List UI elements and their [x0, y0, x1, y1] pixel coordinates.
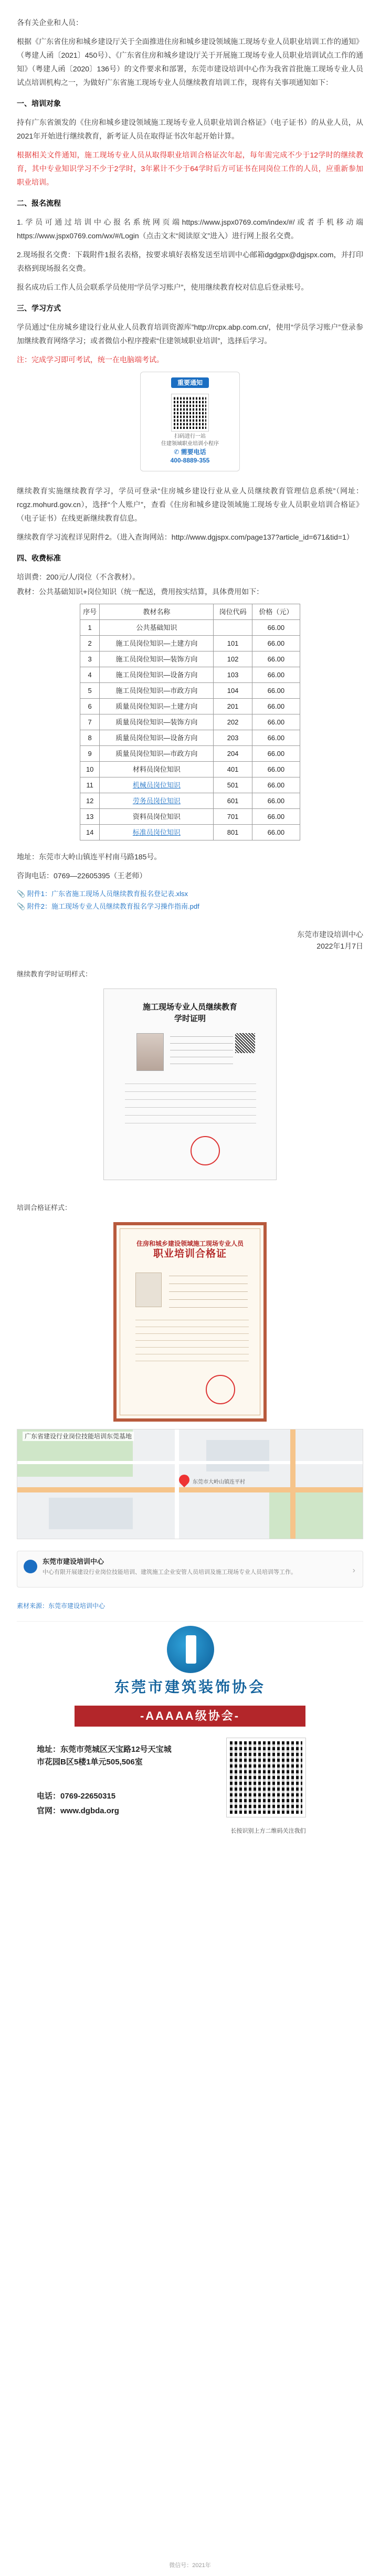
section-2-p1: 1.学员可通过培训中心报名系统网页端https://www.jspx0769.com/index/#/或者手机移动端https://www.jspx0769.com/wx/#/Login（点击文末“阅读原文”进入）进行网上报名交费。 — [17, 218, 363, 240]
section-4-p1: 培训费：200元/人/岗位（不含教材）。 — [17, 573, 140, 581]
row-price: 66.00 — [252, 746, 300, 762]
fee-table-header-row — [80, 604, 300, 620]
row-price: 66.00 — [252, 809, 300, 825]
association-web: 官网：www.dgbda.org — [37, 1806, 119, 1815]
row-book: 机械员岗位知识 — [100, 777, 214, 793]
source-note[interactable]: 素材来源：东莞市建设培训中心 — [17, 1602, 105, 1610]
seal-icon — [191, 1136, 220, 1165]
fee-table-row — [80, 651, 300, 667]
notice-tel-label: ✆ 需要电话 — [174, 448, 206, 456]
association-tel: 电话：0769-22650315 — [37, 1792, 116, 1801]
notice-sub-1: 扫码进行一站 — [174, 434, 206, 439]
cert-1-title-line1: 施工现场专业人员继续教育 — [142, 1003, 237, 1012]
row-price: 66.00 — [252, 683, 300, 699]
row-code: 203 — [214, 730, 252, 746]
row-book: 质量员岗位知识—土建方向 — [100, 699, 214, 714]
row-no: 4 — [80, 667, 100, 683]
row-code: 204 — [214, 746, 252, 762]
fee-table-row — [80, 620, 300, 636]
fee-table-row — [80, 714, 300, 730]
map-pin-icon — [177, 1473, 192, 1487]
row-book: 材料员岗位知识 — [100, 762, 214, 777]
photo-placeholder — [135, 1273, 162, 1307]
row-no: 8 — [80, 730, 100, 746]
cert-2-title-1: 住房和城乡建设领域施工现场专业人员 — [136, 1240, 244, 1247]
cert-2-body-lines — [135, 1320, 249, 1368]
row-price: 66.00 — [252, 636, 300, 651]
section-3-p2: 继续教育实施继续教育学习，学员可登录“住房城乡建设行业从业人员继续教育管理信息系统”（网址：rcgz.mohurd.gov.cn），选择“个人账户”，查看《住房和城乡建设领域施工现场专业人员职业培训合格证》（电子证书）在线更新继续教育信息。 — [17, 487, 363, 522]
row-book: 公共基础知识 — [100, 620, 214, 636]
association-banner — [17, 1621, 363, 1848]
map-label: 东莞市大岭山镇连平村 — [193, 1479, 245, 1485]
row-no: 14 — [80, 825, 100, 840]
fee-table-row — [80, 667, 300, 683]
row-code: 201 — [214, 699, 252, 714]
header-no: 序号 — [80, 604, 100, 620]
fee-table-row — [80, 825, 300, 840]
notice-tel: 400-8889-355 — [170, 457, 210, 464]
row-code: 104 — [214, 683, 252, 699]
account-share-card[interactable] — [17, 1551, 363, 1587]
notice-header: 重要通知 — [171, 377, 209, 388]
row-price: 66.00 — [252, 762, 300, 777]
footer-watermark: 微信号：2021年 — [169, 2562, 211, 2569]
row-book: 劳务员岗位知识 — [100, 793, 214, 809]
qr-caption: 长按识别上方二维码关注我们 — [230, 1828, 306, 1834]
cert-1-title — [104, 1002, 276, 1025]
section-2-p2: 2.现场报名交费：下载附件1报名表格，按要求填好表格发送至培训中心邮箱dgdgpx@dgjspx.com，并打印表格到现场报名交费。 — [17, 250, 363, 272]
row-code: 701 — [214, 809, 252, 825]
association-name: 东莞市建筑装饰协会 — [114, 1679, 266, 1695]
row-book: 施工员岗位知识—装饰方向 — [100, 651, 214, 667]
cert-1-body-lines — [125, 1084, 256, 1131]
map-title: 广东省建设行业岗位技能培训东莞基地 — [23, 1432, 134, 1441]
association-address: 地址：东莞市莞城区天宝路12号天宝城市花园B区5楼1单元505,506室 — [37, 1745, 172, 1767]
section-2-title: 二、报名流程 — [17, 199, 61, 207]
cert-2-info-lines — [169, 1276, 248, 1315]
qr-code-icon — [172, 394, 208, 431]
section-1-red-note: 根据相关文件通知，施工现场专业人员从取得职业培训合格证次年起，每年需完成不少于12学时的继续教育，其中专业知识学习不少于2学时，3年累计不少于64学时后方可证书在同岗位工作的人员，应重新参加职业培训。 — [17, 151, 363, 186]
fee-table-row — [80, 809, 300, 825]
fee-table-row — [80, 746, 300, 762]
row-price: 66.00 — [252, 730, 300, 746]
signature — [17, 929, 363, 952]
section-4-title: 四、收费标准 — [17, 554, 61, 562]
row-no: 1 — [80, 620, 100, 636]
row-code: 401 — [214, 762, 252, 777]
row-code: 801 — [214, 825, 252, 840]
sign-org: 东莞市建设培训中心 — [297, 930, 363, 939]
account-logo-icon — [24, 1560, 37, 1573]
row-price: 66.00 — [252, 714, 300, 730]
phone: 咨询电话：0769—22605395（王老师） — [17, 871, 147, 880]
fee-table-row — [80, 699, 300, 714]
fee-table-row — [80, 762, 300, 777]
row-price: 66.00 — [252, 667, 300, 683]
row-price: 66.00 — [252, 777, 300, 793]
association-grade: -AAAAA级协会- — [75, 1706, 305, 1727]
row-price: 66.00 — [252, 620, 300, 636]
row-no: 9 — [80, 746, 100, 762]
section-4-p2: 教材：公共基础知识+岗位知识（统一配送，费用按实结算，具体费用如下： — [17, 587, 264, 596]
section-3-p3: 继续教育学习流程详见附件2。（进入查询网站：http://www.dgjspx.com/page137?article_id=671&tid=1） — [17, 533, 354, 541]
row-no: 12 — [80, 793, 100, 809]
seal-icon — [206, 1375, 235, 1404]
row-code: 202 — [214, 714, 252, 730]
section-3-p1: 学员通过“住房城乡建设行业从业人员教育培训资源库”http://rcpx.abp.com.cn/，使用“学员学习账户”登录参加继续教育网络学习；或者微信小程序搜索“住建领域职业培训”，选择后学习。 — [17, 323, 363, 345]
row-code: 101 — [214, 636, 252, 651]
training-certificate-image — [113, 1222, 267, 1422]
row-book: 施工员岗位知识—市政方向 — [100, 683, 214, 699]
row-book: 施工员岗位知识—土建方向 — [100, 636, 214, 651]
row-no: 10 — [80, 762, 100, 777]
row-book: 资料员岗位知识 — [100, 809, 214, 825]
fee-table-row — [80, 777, 300, 793]
fee-table-row — [80, 636, 300, 651]
row-book: 质量员岗位知识—设备方向 — [100, 730, 214, 746]
location-map[interactable] — [17, 1429, 363, 1539]
row-no: 13 — [80, 809, 100, 825]
notice-sub-2: 住建领域职业培训小程序 — [161, 441, 219, 447]
row-book: 施工员岗位知识—设备方向 — [100, 667, 214, 683]
article — [17, 16, 363, 1848]
qr-code-icon — [235, 1033, 255, 1053]
row-code: 601 — [214, 793, 252, 809]
address: 地址：东莞市大岭山镇连平村南马路185号。 — [17, 853, 162, 861]
row-price: 66.00 — [252, 651, 300, 667]
section-2-p3: 报名成功后工作人员会联系学员使用“学员学习账户”，使用继续教育校对信息后登录账号。 — [17, 283, 309, 291]
photo-placeholder — [136, 1033, 164, 1071]
row-book: 质量员岗位知识—装饰方向 — [100, 714, 214, 730]
row-no: 11 — [80, 777, 100, 793]
association-logo-icon — [167, 1626, 214, 1673]
fee-table-row — [80, 730, 300, 746]
row-price: 66.00 — [252, 699, 300, 714]
header-code: 岗位代码 — [214, 604, 252, 620]
row-no: 3 — [80, 651, 100, 667]
chevron-right-icon: › — [352, 1566, 355, 1575]
account-name: 东莞市建设培训中心 — [43, 1558, 104, 1565]
section-1-text: 持有广东省颁发的《住房和城乡建设领域施工现场专业人员职业培训合格证》（电子证书）的从业人员，从2021年开始进行继续教育，新考证人员在取得证书次年起开始计算。 — [17, 118, 363, 140]
fee-table-row — [80, 793, 300, 809]
row-book: 质量员岗位知识—市政方向 — [100, 746, 214, 762]
header-book: 教材名称 — [100, 604, 214, 620]
section-3-red-note: 注：完成学习即可考试，统一在电脑端考试。 — [17, 355, 164, 364]
cert-1-caption: 继续教育学时证明样式： — [17, 970, 92, 978]
section-1-title: 一、培训对象 — [17, 99, 61, 108]
row-price: 66.00 — [252, 825, 300, 840]
cert-2-caption: 培训合格证样式： — [17, 1204, 72, 1212]
attachment-1-link[interactable]: 📎 附件1：广东省施工现场人员继续教育报名登记表.xlsx — [17, 890, 188, 898]
header-price: 价格（元） — [252, 604, 300, 620]
row-code: 102 — [214, 651, 252, 667]
important-notice-card — [140, 372, 240, 471]
cert-1-title-line2: 学时证明 — [174, 1014, 206, 1023]
row-no: 2 — [80, 636, 100, 651]
sign-date: 2022年1月7日 — [316, 942, 363, 950]
row-no: 7 — [80, 714, 100, 730]
row-code: 103 — [214, 667, 252, 683]
account-desc: 中心有限开展建设行业岗位技能培训、建筑施工企业安管人员培训及施工现场专业人员培训等工作。 — [43, 1569, 297, 1575]
fee-table-row — [80, 683, 300, 699]
study-hour-certificate-image — [103, 989, 277, 1180]
row-no: 5 — [80, 683, 100, 699]
fee-table — [80, 604, 300, 840]
intro: 根据《广东省住房和城乡建设厅关于全面推进住房和城乡建设领域施工现场专业人员职业培训工作的通知》（粤建人函〔2021〕450号）、《广东省住房和城乡建设厅关于开展施工现场专业人员职业培训试点工作的通知》（粤建人函〔2020〕136号）的文件要求和部署，东莞市建设培训中心作为我省首批施工现场专业人员试点培训机构之一，为做好广东省施工现场专业人员继续教育培训工作，现将有关事项通知如下： — [17, 37, 363, 87]
row-no: 6 — [80, 699, 100, 714]
qr-code-icon — [227, 1738, 305, 1817]
cert-2-title-2: 职业培训合格证 — [153, 1248, 227, 1259]
row-book: 标准员岗位知识 — [100, 825, 214, 840]
row-price: 66.00 — [252, 793, 300, 809]
row-code: 501 — [214, 777, 252, 793]
attachment-2-link[interactable]: 📎 附件2：施工现场专业人员继续教育报名学习操作指南.pdf — [17, 902, 199, 910]
section-3-title: 三、学习方式 — [17, 304, 61, 312]
cert-1-info-lines — [170, 1036, 233, 1070]
greeting: 各有关企业和人员： — [17, 18, 83, 27]
row-code — [214, 620, 252, 636]
